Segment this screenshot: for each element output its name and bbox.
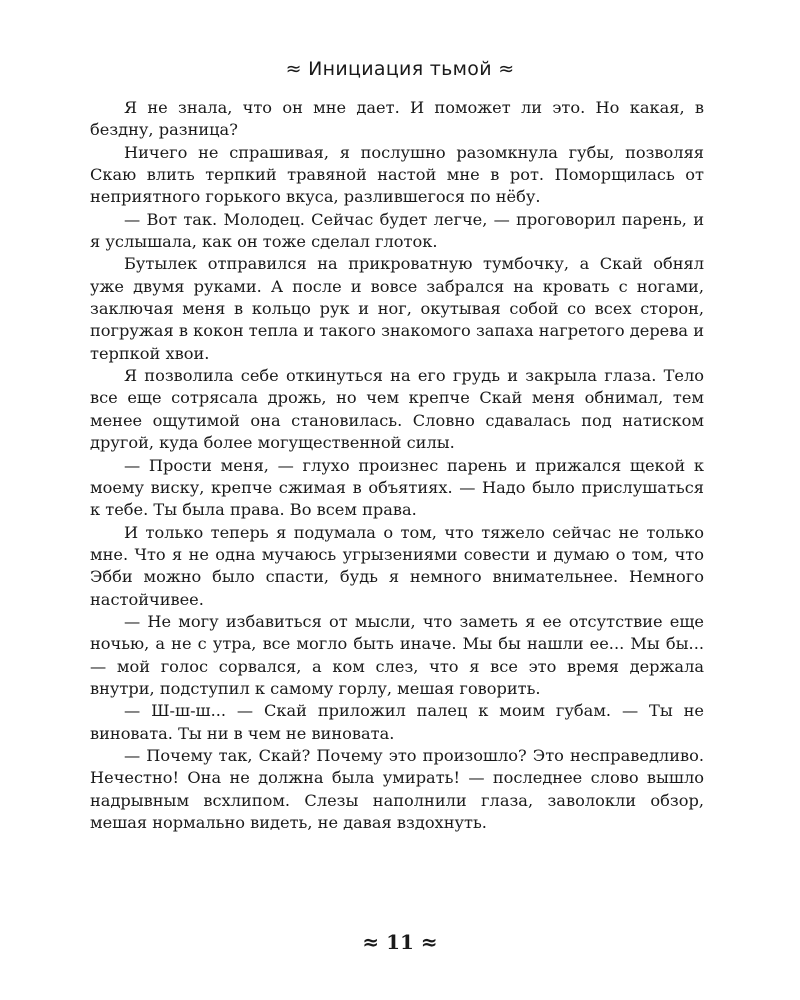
paragraph: — Почему так, Скай? Почему это произошло? Это несправедливо. Нечестно! Она не должна была умирать! — последнее слово вышло надрывным всхлипом. Слезы наполнили глаза, заволокли обзор, мешая нормально видеть, не давая вздохнуть. bbox=[90, 745, 704, 832]
paragraph: — Вот так. Молодец. Сейчас будет легче, — проговорил парень, и я услышала, как он тоже сделал глоток. bbox=[90, 209, 704, 252]
paragraph: — Не могу избавиться от мысли, что заметь я ее отсутствие еще ночью, а не с утра, все могло быть иначе. Мы бы нашли ее... Мы бы... — мой голос сорвался, а ком слез, что я все это время держала внутри, подступил к самому горлу, мешая говорить. bbox=[90, 611, 704, 698]
paragraph: Я не знала, что он мне дает. И поможет ли это. Но какая, в бездну, разница? bbox=[90, 98, 704, 140]
paragraph: И только теперь я подумала о том, что тяжело сейчас не только мне. Что я не одна мучаюсь угрызениями совести и думаю о том, что Эбби можно было спасти, будь я немного внимательнее. Немного настойчивее. bbox=[90, 522, 704, 609]
book-body-text bbox=[90, 97, 704, 834]
paragraph: Я позволила себе откинуться на его грудь и закрыла глаза. Тело все еще сотрясала дрожь, но чем крепче Скай меня обнимал, тем менее ощутимой она становилась. Словно сдавалась под натиском другой, куда более могущественной силы. bbox=[90, 366, 704, 453]
paragraph: — Прости меня, — глухо произнес парень и прижался щекой к моему виску, крепче сжимая в объятиях. — Надо было прислушаться к тебе. Ты была права. Во всем права. bbox=[90, 455, 704, 520]
running-header: ≈ Инициация тьмой ≈ bbox=[285, 58, 515, 80]
paragraph: — Ш-ш-ш... — Скай приложил палец к моим губам. — Ты не виновата. Ты ни в чем не виновата. bbox=[90, 701, 704, 743]
page-number: ≈ 11 ≈ bbox=[362, 930, 438, 954]
paragraph: Ничего не спрашивая, я послушно разомкнула губы, позволяя Скаю влить терпкий травяной настой мне в рот. Поморщилась от неприятного горького вкуса, разлившегося по нёбу. bbox=[90, 142, 704, 207]
paragraph: Бутылек отправился на прикроватную тумбочку, а Скай обнял уже двумя руками. А после и вовсе забрался на кровать с ногами, заключая меня в кольцо рук и ног, окутывая собой со всех сторон, погружая в кокон тепла и такого знакомого запаха нагретого дерева и терпкой хвои. bbox=[90, 254, 704, 363]
